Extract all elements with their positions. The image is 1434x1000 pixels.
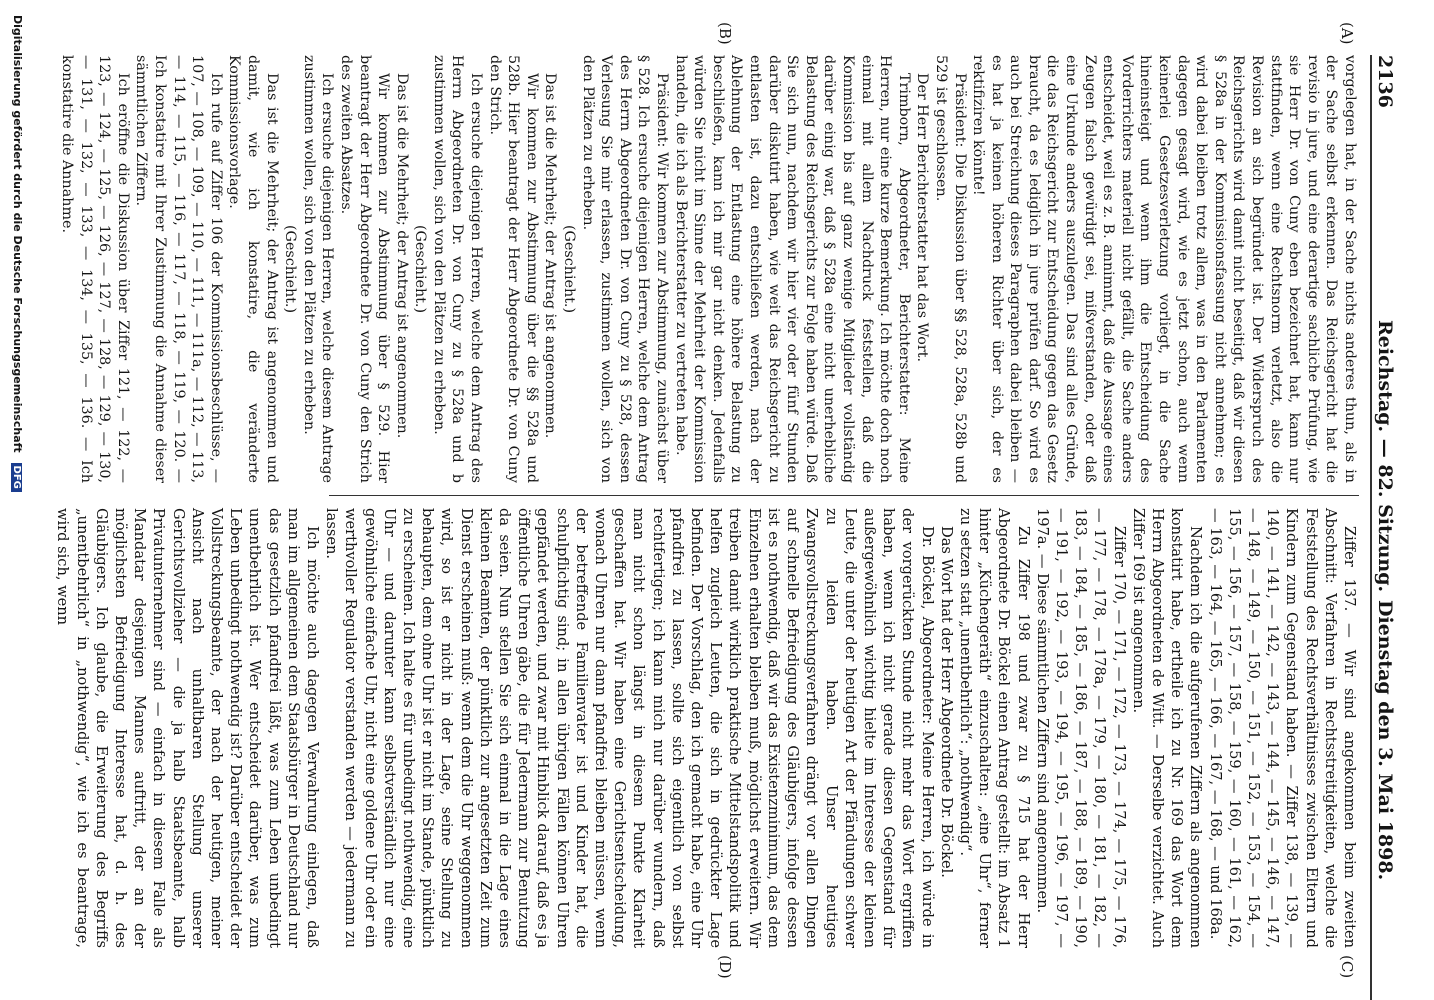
left-column — [57, 55, 1359, 483]
stage-direction: (Geschieht.) — [412, 224, 429, 314]
paragraph: Präsident: Die Diskussion über §§ 528, 528a, 528b und 529 ist geschlossen. — [932, 55, 968, 483]
paragraph: Das ist die Mehrheit; der Antrag ist angenommen und damit, wie ich konstatire, die veränderte Kommissionsvorlage. — [226, 55, 280, 483]
paragraph: Ich ersuche diejenigen Herren, welche diesem Antrage zustimmen wollen, sich von den Plätzen zu erheben. — [300, 55, 336, 483]
session-title: Reichstag. — 82. Sitzung. — [1374, 320, 1396, 593]
margin-letter-d: (D) — [716, 955, 734, 979]
paragraph: Wir kommen zur Abstimmung über § 529. Hier beantragt der Herr Abgeordnete Dr. von Cuny den Strich des zweiten Absatzes. — [337, 55, 392, 483]
paragraph: Nachdem ich die aufgerufenen Ziffern als angenommen konstatirt habe, ertheile ich zu Nr. 169 das Wort dem Herrn Abgeordneten de Witt. — Derselbe verzichtet. Auch Ziffer 169 ist angenommen. — [1129, 508, 1205, 948]
paragraph: Der Herr Berichterstatter hat das Wort. — [914, 73, 931, 363]
margin-letter-c: (C) — [1338, 955, 1356, 979]
paragraph: Das ist die Mehrheit; der Antrag ist angenommen. — [393, 73, 410, 439]
paragraph: Ziffer 170, — 171, — 172, — 173, — 174, — 175, — 176, — 177, — 178, — 178a, — 179, — 180, — 181, — 182, — 183, — 184, — 185, — 186, — 187, — 188, — 189, — 190, — 191, — 192, — 193, — 194, — 195, — 196, — 197, — 197a. — Diese sämmtlichen Ziffern sind angenommen. — [1033, 508, 1128, 948]
margin-letter-a: (A) — [1338, 22, 1356, 45]
dfg-logo: DFG — [11, 463, 22, 492]
paragraph: Ich möchte auch dagegen Verwahrung einlegen, daß man im allgemeinen dem Staatsbürger in Deutschland nur das gesetzlich pfandfrei läßt, was zum Leben unbedingt unentbehrlich ist. Wer entscheidet darüber, was zum Leben unbedingt nothwendig ist? Darüber entscheidet der Vollstreckungsbeamte, der nach der heutigen, meiner Ansicht nach unhaltbaren Stellung unserer Gerichtsvollzieher — die ja halb Staatsbeamte, halb Privatunternehmer sind — einfach in diesem Falle als Mandatar desjenigen Mannes auftritt, der an der möglichsten Befriedigung Interesse hat, d. h. des Gläubigers. Ich glaube, die Erweiterung des Begriffs „unentbehrlich“ in „nothwendig“, wie ich es beantrage, wird sich, wenn — [54, 508, 322, 948]
page-number: 2136 — [1374, 55, 1396, 108]
paragraph: vorgelegen hat, in der Sache nichts anderes thun, als in der Sache selbst erkennen. Das Reichsgericht hat die revisio in jure, und eine derartige sachliche Prüfung, wie sie Herr Dr. von Cuny eben bezeichnet hat, kann nur stattfinden, wenn eine Rechtsnorm verletzt, also die Revision an sich begründet ist. Der Widerspruch des Reichsgerichts wird damit nicht beseitigt, daß wir diesen § 528a in der Kommissionsfassung nicht annehmen; es wird dabei bleiben trotz allem, was in den Parlamenten dagegen gesagt wird, wie es jetzt schon, auch wenn keinerlei Gesetzesverletzung vorliegt, in die Sache hineinsteigt und wenn ihm die Entscheidung des Vorderrichters materiell nicht gefällt, die Sache anders entscheidet, weil es z. B. annimmt, daß die Aussage eines Zeugen falsch gewürdigt sei, mißverstanden, oder daß eine Urkunde anders auszulegen. Das sind alles Gründe, die das Reichsgericht zur Entscheidung gegen das Gesetz braucht, da es lediglich in jure prüfen darf. So wird es auch bei Streichung dieses Paragraphen dabei bleiben — es hat ja keinen höheren Richter über sich, der es rektifiziren könnte! — [970, 55, 1358, 483]
paragraph: Trimborn, Abgeordneter, Berichterstatter: Meine Herren, nur eine kurze Bemerkung. Ich möchte doch noch einmal mit allem Nachdruck feststellen, daß die Kommission bis auf ganz wenige Mitglieder vollständig darüber einig war, daß § 528a eine nicht unerhebliche Belastung des Reichsgerichts zur Folge haben würde. Daß Sie sich nun, nachdem wir hier vier oder fünf Stunden darüber diskutirt haben, wie weit das Reichsgericht zu entlasten ist, dazu entschließen werden, nach der Ablehnung der Entlastung eine höhere Belastung zu beschließen, kann ich mir gar nicht denken. Jedenfalls würden Sie nicht im Sinne der Mehrheit der Kommission handeln, die ich als Berichterstatter zu vertreten habe. — [672, 55, 912, 483]
stage-direction: (Geschieht.) — [282, 224, 299, 314]
header-rule — [1370, 55, 1372, 1000]
stage-direction: (Geschieht.) — [561, 224, 578, 314]
column-divider — [329, 495, 1359, 496]
paragraph: Das ist die Mehrheit; der Antrag ist angenommen. — [542, 73, 559, 439]
paragraph: Ziffer 137. — Wir sind angekommen beim zweiten Abschnitt: Verfahren in Rechtsstreitigkeiten, welche die Feststellung des Rechtsverhältnisses zwischen Eltern und Kindern zum Gegenstand haben. — Ziffer 138, — 139, — 140, — 141, — 142, — 143, — 144, — 145, — 146, — 147, — 148, — 149, — 150, — 151, — 152, — 153, — 154, — 155, — 156, — 157, — 158, — 159, — 160, — 161, — 162, — 163, — 164, — 165, — 166, — 167, — 168, — und 168a. — [1206, 508, 1358, 948]
paragraph: Zu Ziffer 198 und zwar zu § 715 hat der Herr Abgeordnete Dr. Böckel einen Antrag gestellt: im Absatz 1 hinter „Küchengeräth“ einzuschalten: „eine Uhr“, ferner zu setzen statt „unentbehrlich“: „nothwendig“. — [956, 508, 1032, 948]
right-column — [53, 508, 1359, 948]
paragraph: Das Wort hat der Herr Abgeordnete Dr. Böckel. — [937, 526, 955, 878]
paragraph: Dr. Böckel, Abgeordneter: Meine Herren, ich würde in der vorgerückten Stunde nicht mehr das Wort ergriffen haben, wenn ich nicht gerade diesen Gegenstand für außergewöhnlich wichtig hielte im Interesse der kleinen Leute, die unter der heutigen Art der Pfändungen schwer zu leiden haben. Unser heutiges Zwangsvollstreckungsverfahren drängt vor allen Dingen auf schnelle Befriedigung des Gläubigers, infolge dessen ist es nothwendig, daß wir das Existenzminimum, das dem Einzelnen erhalten bleiben muß, möglichst erweitern. Wir treiben damit wirklich praktische Mittelstandspolitik und helfen zugleich Leuten, die sich in gedrückter Lage befinden. Der Vorschlag, den ich gemacht habe, eine Uhr pfandfrei zu lassen, sollte sich eigentlich von selbst rechtfertigen; ich kann mich nur darüber wundern, daß man nicht schon längst in diesem Punkte Klarheit geschaffen hat. Wir haben eine Gerichtsentscheidung, wonach Uhren nur dann pfandfrei bleiben müssen, wenn der betreffende Familienvater ist und Kinder hat, die schulpflichtig sind; in allen übrigen Fällen können Uhren gepfändet werden, und zwar mit Hinblick darauf, daß es ja öffentliche Uhren gäbe, die für Jedermann zur Benutzung da seien. Nun stellen Sie sich einmal in die Lage eines kleinen Beamten, der pünktlich zur angesetzten Zeit zum Dienst erscheinen muß: wenn dem die Uhr weggenommen wird, so ist er nicht in der Lage, seine Stellung zu behaupten, dem ohne Uhr ist er nicht im Stande, pünktlich zu erscheinen. Ich halte es für unbedingt nothwendig, eine Uhr — und darunter kann selbstverständlich nur eine gewöhnliche einfache Uhr, nicht eine goldene Uhr oder ein werthvoller Regulator verstanden werden — jedermann zu lassen. — [323, 508, 936, 948]
session-date: Dienstag den 3. Mai 1898. — [1374, 600, 1396, 881]
digitization-footer — [11, 15, 24, 492]
paragraph: Präsident: Wir kommen zur Abstimmung, zunächst über § 528. Ich ersuche diejenigen Herren, welche dem Antrag des Herrn Abgeordneten Dr. von Cuny zu § 528, dessen Verlesung Sie mir erlassen, zustimmen wollen, sich von den Plätzen zu erheben. — [579, 55, 671, 483]
footer-text: Digitalisierung gefördert durch die Deutsche Forschungsgemeinschaft — [11, 15, 24, 453]
paragraph: Wir kommen zur Abstimmung über die §§ 528a und 528b. Hier beantragt der Herr Abgeordnete Dr. von Cuny den Strich. — [486, 55, 540, 483]
paragraph: Ich ersuche diejenigen Herren, welche dem Antrag des Herrn Abgeordneten Dr. von Cuny zu § 528a und b zustimmen wollen, sich von den Plätzen zu erheben. — [430, 55, 485, 483]
paragraph: Ich rufe auf Ziffer 106 der Kommissionsbeschlüsse, — 107, — 108, — 109, — 110, — 111, — 111a, — 112, — 113, — 114, — 115, — 116, — 117, — 118, — 119, — 120. — Ich konstatire mit Ihrer Zustimmung die Annahme dieser sämmtlichen Ziffern. — [133, 55, 224, 483]
margin-letter-b: (B) — [716, 22, 734, 45]
paragraph: Ich eröffne die Diskussion über Ziffer 121, — 122, — 123, — 124, — 125, — 126, — 127, — 128, — 129, — 130, — 131, — 132, — 133, — 134, — 135, — 136. — Ich konstatire die Annahme. — [59, 55, 131, 483]
